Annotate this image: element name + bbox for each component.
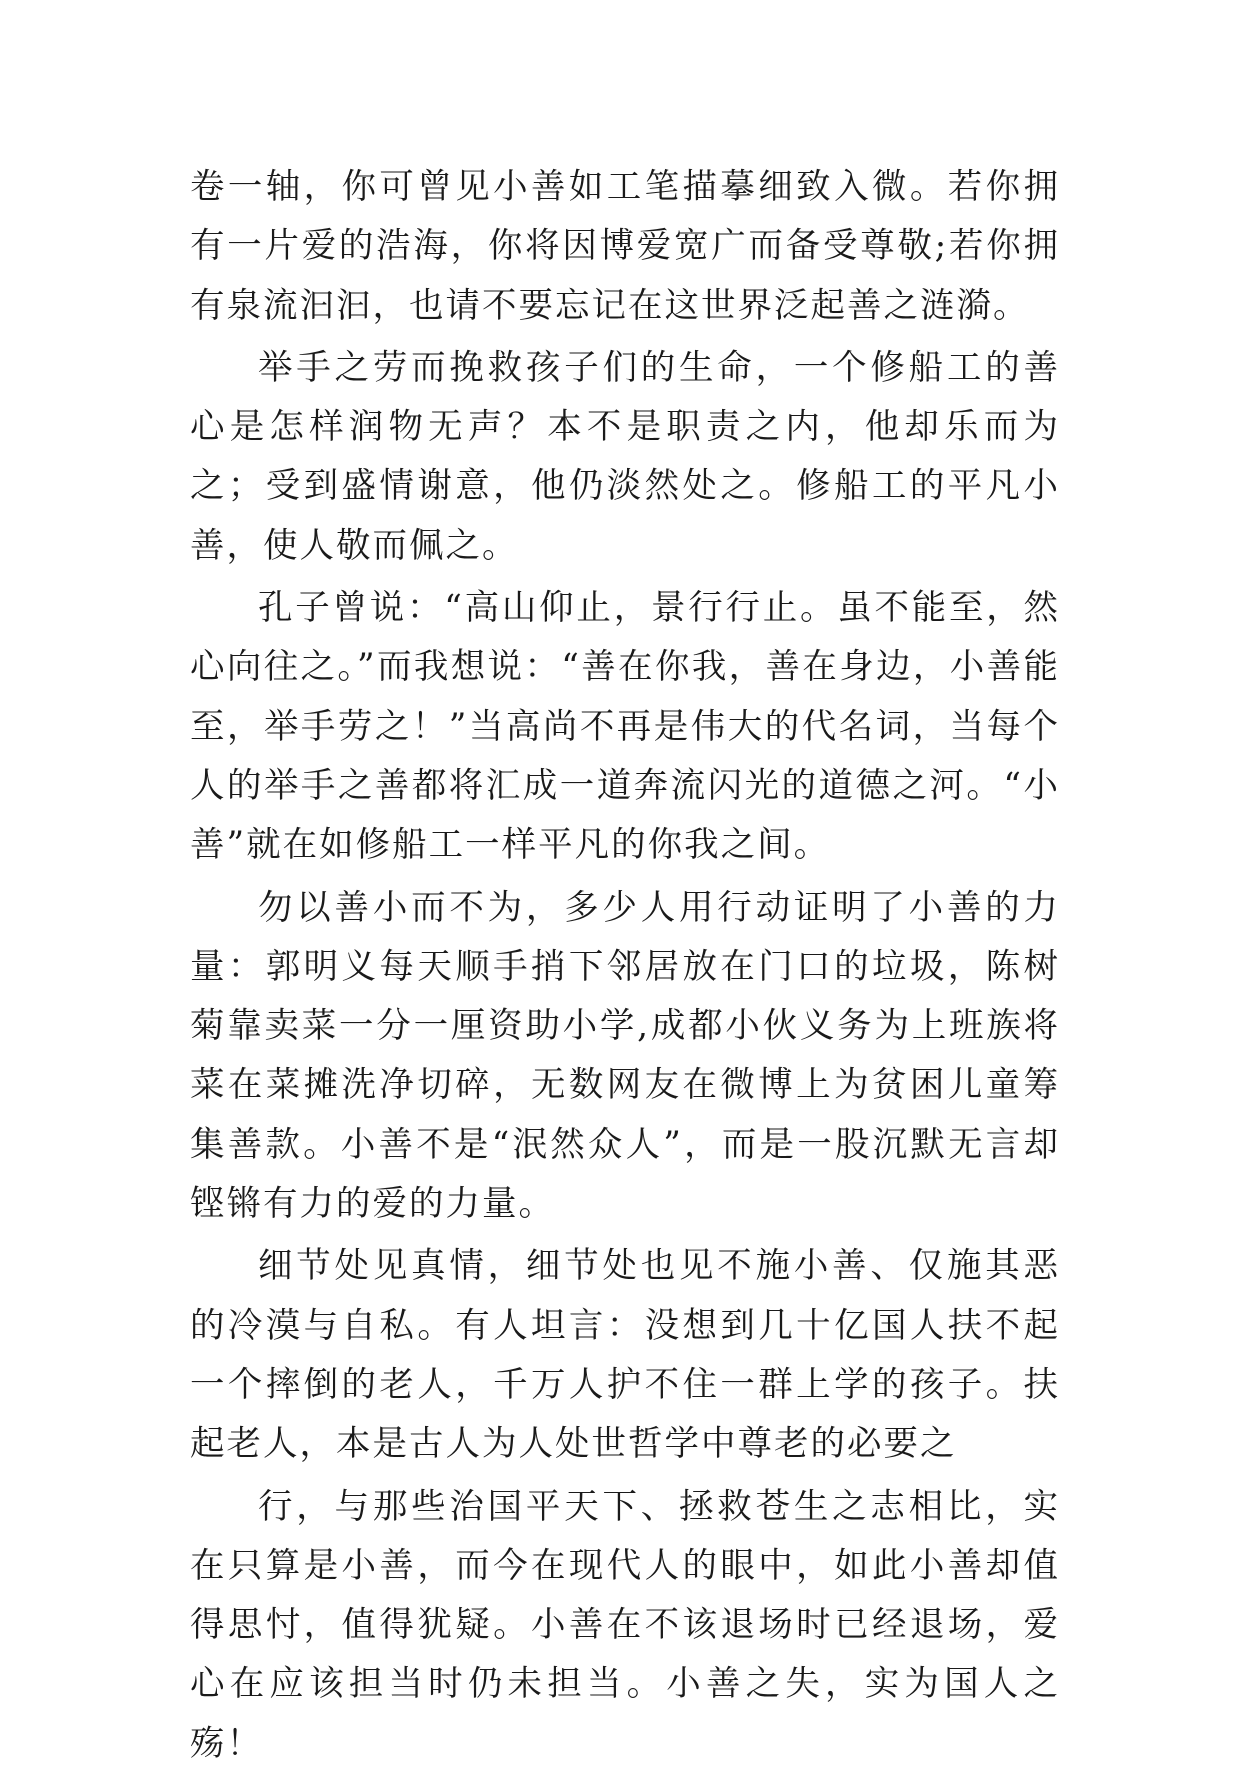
paragraph-3: 孔子曾说：“高山仰止，景行行止。虽不能至，然心向往之。”而我想说：“善在你我，善在身边，小善能至，举手劳之！”当高尚不再是伟大的代名词，当每个人的举手之善都将汇成一道奔流闪光的道德之河。“小善”就在如修船工一样平凡的你我之间。 — [190, 588, 1060, 866]
paragraph-1: 卷一轴，你可曾见小善如工笔描摹细致入微。若你拥有一片爱的浩海，你将因博爱宽广而备受尊敬;若你拥有泉流汩汩，也请不要忘记在这世界泛起善之涟漪。 — [190, 167, 1060, 326]
paragraph-6: 行，与那些治国平天下、拯救苍生之志相比，实在只算是小善，而今在现代人的眼中，如此小善却值得思忖，值得犹疑。小善在不该退场时已经退场，爱心在应该担当时仍未担当。小善之失，实为国人之殇！ — [190, 1486, 1060, 1764]
paragraph-2: 举手之劳而挽救孩子们的生命，一个修船工的善心是怎样润物无声？本不是职责之内，他却乐而为之；受到盛情谢意，他仍淡然处之。修船工的平凡小善，使人敬而佩之。 — [190, 347, 1060, 566]
document-body — [190, 158, 1060, 1777]
paragraph-5: 细节处见真情，细节处也见不施小善、仅施其恶的冷漠与自私。有人坦言：没想到几十亿国人扶不起一个摔倒的老人，千万人护不住一群上学的孩子。扶起老人，本是古人为人处世哲学中尊老的必要之 — [190, 1246, 1060, 1465]
paragraph-4: 勿以善小而不为，多少人用行动证明了小善的力量：郭明义每天顺手捎下邻居放在门口的垃圾，陈树菊靠卖菜一分一厘资助小学,成都小伙义务为上班族将菜在菜摊洗净切碎，无数网友在微博上为贫困儿童筹集善款。小善不是“泯然众人”，而是一股沉默无言却铿锵有力的爱的力量。 — [190, 887, 1060, 1225]
